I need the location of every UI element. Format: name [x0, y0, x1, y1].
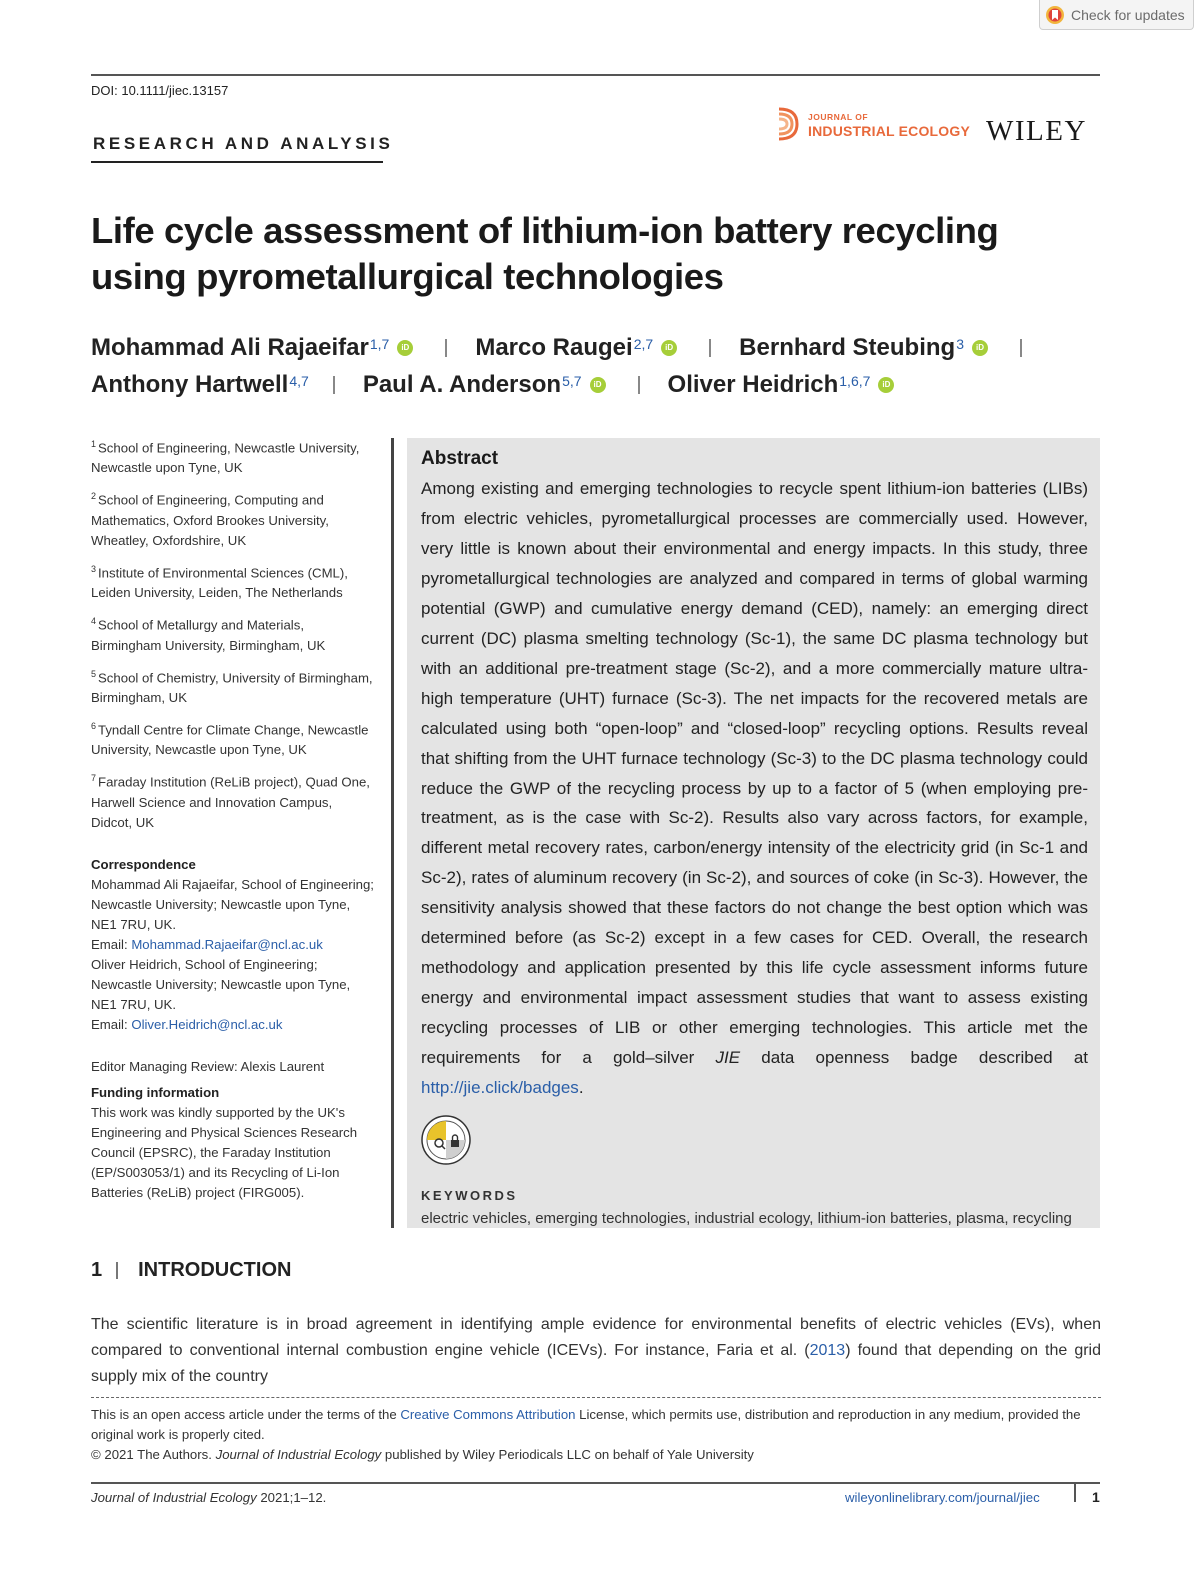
author-affiliation-marker: 1,6,7: [839, 373, 871, 389]
affiliation: [91, 559, 376, 603]
author-line-1: [91, 330, 1101, 366]
author-name: Mohammad Ali Rajaeifar: [91, 334, 369, 361]
correspondence: [91, 855, 376, 1035]
author-separator: [445, 339, 447, 357]
footer-citation: [91, 1490, 326, 1505]
orcid-icon[interactable]: iD: [590, 377, 606, 393]
author-name: Marco Raugei: [475, 334, 633, 361]
intro-text-part: The scientific literature is in broad agreement in identifying ample evidence for environmental benefits of electric vehicles (EVs), when compared to conventional internal combustion engine vehicle (ICEVs). For instance, Faria et al. (: [91, 1316, 1101, 1359]
section-label: RESEARCH AND ANALYSIS: [93, 134, 394, 153]
introduction-paragraph: [91, 1312, 1101, 1390]
author-separator: [333, 376, 335, 394]
footer-separator: [1074, 1484, 1076, 1502]
affiliation-number: 1: [91, 439, 97, 449]
article-title: Life cycle assessment of lithium-ion battery recycling using pyrometallurgical technologies: [91, 210, 999, 297]
affiliation-text: Faraday Institution (ReLiB project), Quad One, Harwell Science and Innovation Campus, Didcot, UK: [91, 774, 370, 830]
section-title: INTRODUCTION: [138, 1259, 292, 1281]
journal-logo-icon: [775, 105, 805, 143]
author-line-2: [91, 367, 1101, 403]
author-name: Anthony Hartwell: [91, 371, 289, 398]
author-separator: [1020, 339, 1022, 357]
license-text-part: This is an open access article under the terms of the: [91, 1407, 401, 1422]
footer-url-link[interactable]: wileyonlinelibrary.com/journal/jiec: [845, 1490, 1040, 1505]
section-separator: [116, 1262, 118, 1279]
abstract-box: [407, 438, 1100, 1228]
footer-journal: Journal of Industrial Ecology: [91, 1490, 257, 1505]
check-updates-icon: [1045, 5, 1065, 25]
check-updates-label: Check for updates: [1071, 6, 1185, 23]
author[interactable]: [739, 334, 988, 362]
affiliation-text: School of Engineering, Newcastle University, Newcastle upon Tyne, UK: [91, 440, 360, 476]
affiliation: [91, 611, 376, 655]
correspondence-email-2: [91, 1015, 376, 1035]
abstract-journal-abbrev: JIE: [715, 1048, 741, 1068]
affiliation-text: Institute of Environmental Sciences (CML), Leiden University, Leiden, The Netherlands: [91, 565, 348, 601]
sidebar: [91, 434, 376, 1203]
abstract-text-part: .: [578, 1078, 584, 1098]
author-separator: [709, 339, 711, 357]
affiliation: [91, 486, 376, 550]
footer-issue: 2021;1–12.: [256, 1490, 327, 1505]
intro-text-part: ) found that depending on the grid supply mix of the country: [91, 1342, 1102, 1385]
affiliation: [91, 434, 376, 478]
license-note: [91, 1405, 1101, 1465]
copyright-text-part: published by Wiley Periodicals LLC on behalf of Yale University: [381, 1447, 754, 1462]
affiliation-number: 2: [91, 491, 97, 502]
data-openness-badge-icon[interactable]: [421, 1115, 471, 1165]
affiliation-number: 3: [91, 563, 97, 574]
author-name: Paul A. Anderson: [362, 371, 562, 398]
correspondence-text-2: Oliver Heidrich, School of Engineering; Newcastle University; Newcastle upon Tyne, NE1 7RU, UK.: [91, 956, 351, 1012]
badges-link[interactable]: http://jie.click/badges: [421, 1078, 579, 1098]
keywords-heading: KEYWORDS: [421, 1188, 518, 1204]
author[interactable]: [91, 334, 413, 362]
affiliation: [91, 716, 376, 760]
email-label: Email:: [91, 1016, 132, 1032]
license-link[interactable]: Creative Commons Attribution: [400, 1407, 576, 1422]
author-affiliation-marker: 5,7: [562, 373, 582, 389]
affiliation-text: Tyndall Centre for Climate Change, Newcastle University, Newcastle upon Tyne, UK: [91, 722, 369, 758]
abstract-text-part: Among existing and emerging technologies to recycle spent lithium-ion batteries (LIBs) from electric vehicles, pyrometallurgical processes are commercially used. However, very little is known about their environmental and energy impacts. In this study, three pyrometallurgical technologies are analyzed and compared in terms of global warming potential (GWP) and cumulative energy demand (CED), namely: an emerging direct current (DC) plasma smelting technology (Sc-1), the same DC plasma technology but with an additional pre-treatment stage (Sc-2), and a more commercially mature ultra-high temperature (UHT) furnace (Sc-3). The net impacts for the recovered metals are calculated using both “open-loop” and “closed-loop” recycling options. Results reveal that shifting from the UHT furnace technology (Sc-3) to the DC plasma technology could reduce the GWP of the recycling process by up to a factor of 5 (when employing pre-treatment, as is the case with Sc-2). Results also vary across factors, for example, different metal recovery rates, carbon/energy intensity of the electricity grid (in Sc-1 and Sc-2), rates of aluminum recovery (in Sc-2), and sources of coke (in Sc-3). However, the sensitivity analysis showed that these factors do not change the best option which was determined before (as Sc-2) except in a few cases for CED. Overall, the research methodology and application presented by this life cycle assessment informs future energy and environmental impact assessment studies that want to assess existing recycling processes of LIB or other emerging technologies. This article met the requirements for a gold–silver: [421, 479, 1088, 1068]
author[interactable]: [475, 334, 677, 362]
copyright-text-part: © 2021 The Authors.: [91, 1447, 216, 1462]
license-text-part: License, which permits use, distribution and reproduction in any medium, provided the original work is properly cited.: [91, 1407, 1081, 1442]
journal-logo-line1: JOURNAL OF: [808, 112, 869, 122]
correspondence-text-1: Mohammad Ali Rajaeifar, School of Engineering; Newcastle University; Newcastle upon Tyne, NE1 7RU, UK.: [91, 876, 374, 932]
footer-rule: [91, 1482, 1100, 1484]
affiliation-text: School of Metallurgy and Materials, Birmingham University, Birmingham, UK: [91, 617, 326, 653]
orcid-icon[interactable]: iD: [397, 340, 413, 356]
affiliation-number: 7: [91, 773, 97, 784]
funding-info: [91, 1083, 376, 1203]
affiliation-number: 4: [91, 616, 97, 627]
affiliation-text: School of Chemistry, University of Birmingham, Birmingham, UK: [91, 669, 373, 705]
section-rule: [91, 161, 383, 163]
author-affiliation-marker: 3: [956, 336, 964, 352]
email-label: Email:: [91, 936, 132, 952]
top-rule: [91, 74, 1100, 76]
editor-note: Editor Managing Review: Alexis Laurent: [91, 1058, 325, 1074]
section-number: 1: [91, 1259, 103, 1281]
funding-text: This work was kindly supported by the UK's Engineering and Physical Sciences Research Council (EPSRC), the Faraday Institution (EP/S003053/1) and its Recycling of Li-Ion Batteries (ReLiB) project (FIRG005).: [91, 1104, 358, 1200]
copyright-line: [91, 1445, 1101, 1465]
affiliation: [91, 664, 376, 708]
citation-link[interactable]: 2013: [809, 1342, 846, 1359]
page-number: 1: [1092, 1489, 1100, 1505]
sidebar-divider: [391, 438, 394, 1228]
orcid-icon[interactable]: iD: [972, 340, 988, 356]
author-name: Oliver Heidrich: [667, 371, 839, 398]
copyright-journal: Journal of Industrial Ecology: [215, 1447, 382, 1462]
author[interactable]: [363, 371, 606, 399]
author[interactable]: [91, 371, 309, 399]
author-affiliation-marker: 2,7: [633, 336, 654, 352]
publisher-logo[interactable]: WILEY: [986, 115, 1087, 147]
correspondence-heading: Correspondence: [91, 856, 196, 872]
abstract-text: [421, 474, 1088, 1103]
author-affiliation-marker: 1,7: [369, 336, 390, 352]
abstract-text-part: data openness badge described at: [740, 1048, 1089, 1068]
email-link[interactable]: Mohammad.Rajaeifar@ncl.ac.uk: [131, 936, 323, 952]
author[interactable]: [668, 371, 895, 399]
orcid-icon[interactable]: iD: [661, 340, 677, 356]
check-for-updates-button[interactable]: [1039, 0, 1194, 30]
journal-logo[interactable]: [775, 104, 975, 144]
affiliation-text: School of Engineering, Computing and Mathematics, Oxford Brookes University, Wheatley, Oxfordshire, UK: [91, 492, 329, 548]
affiliation-number: 5: [91, 668, 97, 679]
license-text: [91, 1405, 1101, 1445]
orcid-icon[interactable]: iD: [878, 377, 894, 393]
section-heading-introduction: [91, 1259, 291, 1282]
doi: DOI: 10.1111/jiec.13157: [91, 83, 229, 98]
affiliation-number: 6: [91, 720, 97, 731]
author-list: [91, 330, 1101, 404]
affiliation: [91, 768, 376, 832]
author-separator: [638, 376, 640, 394]
email-link[interactable]: Oliver.Heidrich@ncl.ac.uk: [131, 1016, 283, 1032]
funding-heading: Funding information: [91, 1084, 220, 1100]
journal-logo-line2: INDUSTRIAL ECOLOGY: [808, 123, 971, 139]
author-affiliation-marker: 4,7: [289, 373, 309, 389]
abstract-heading: Abstract: [421, 448, 499, 469]
correspondence-email-1: [91, 935, 376, 955]
author-name: Bernhard Steubing: [739, 334, 956, 361]
keywords-text: electric vehicles, emerging technologies, industrial ecology, lithium-ion batteries, plasma, recycling: [421, 1210, 1072, 1228]
footnote-divider: [91, 1397, 1101, 1398]
